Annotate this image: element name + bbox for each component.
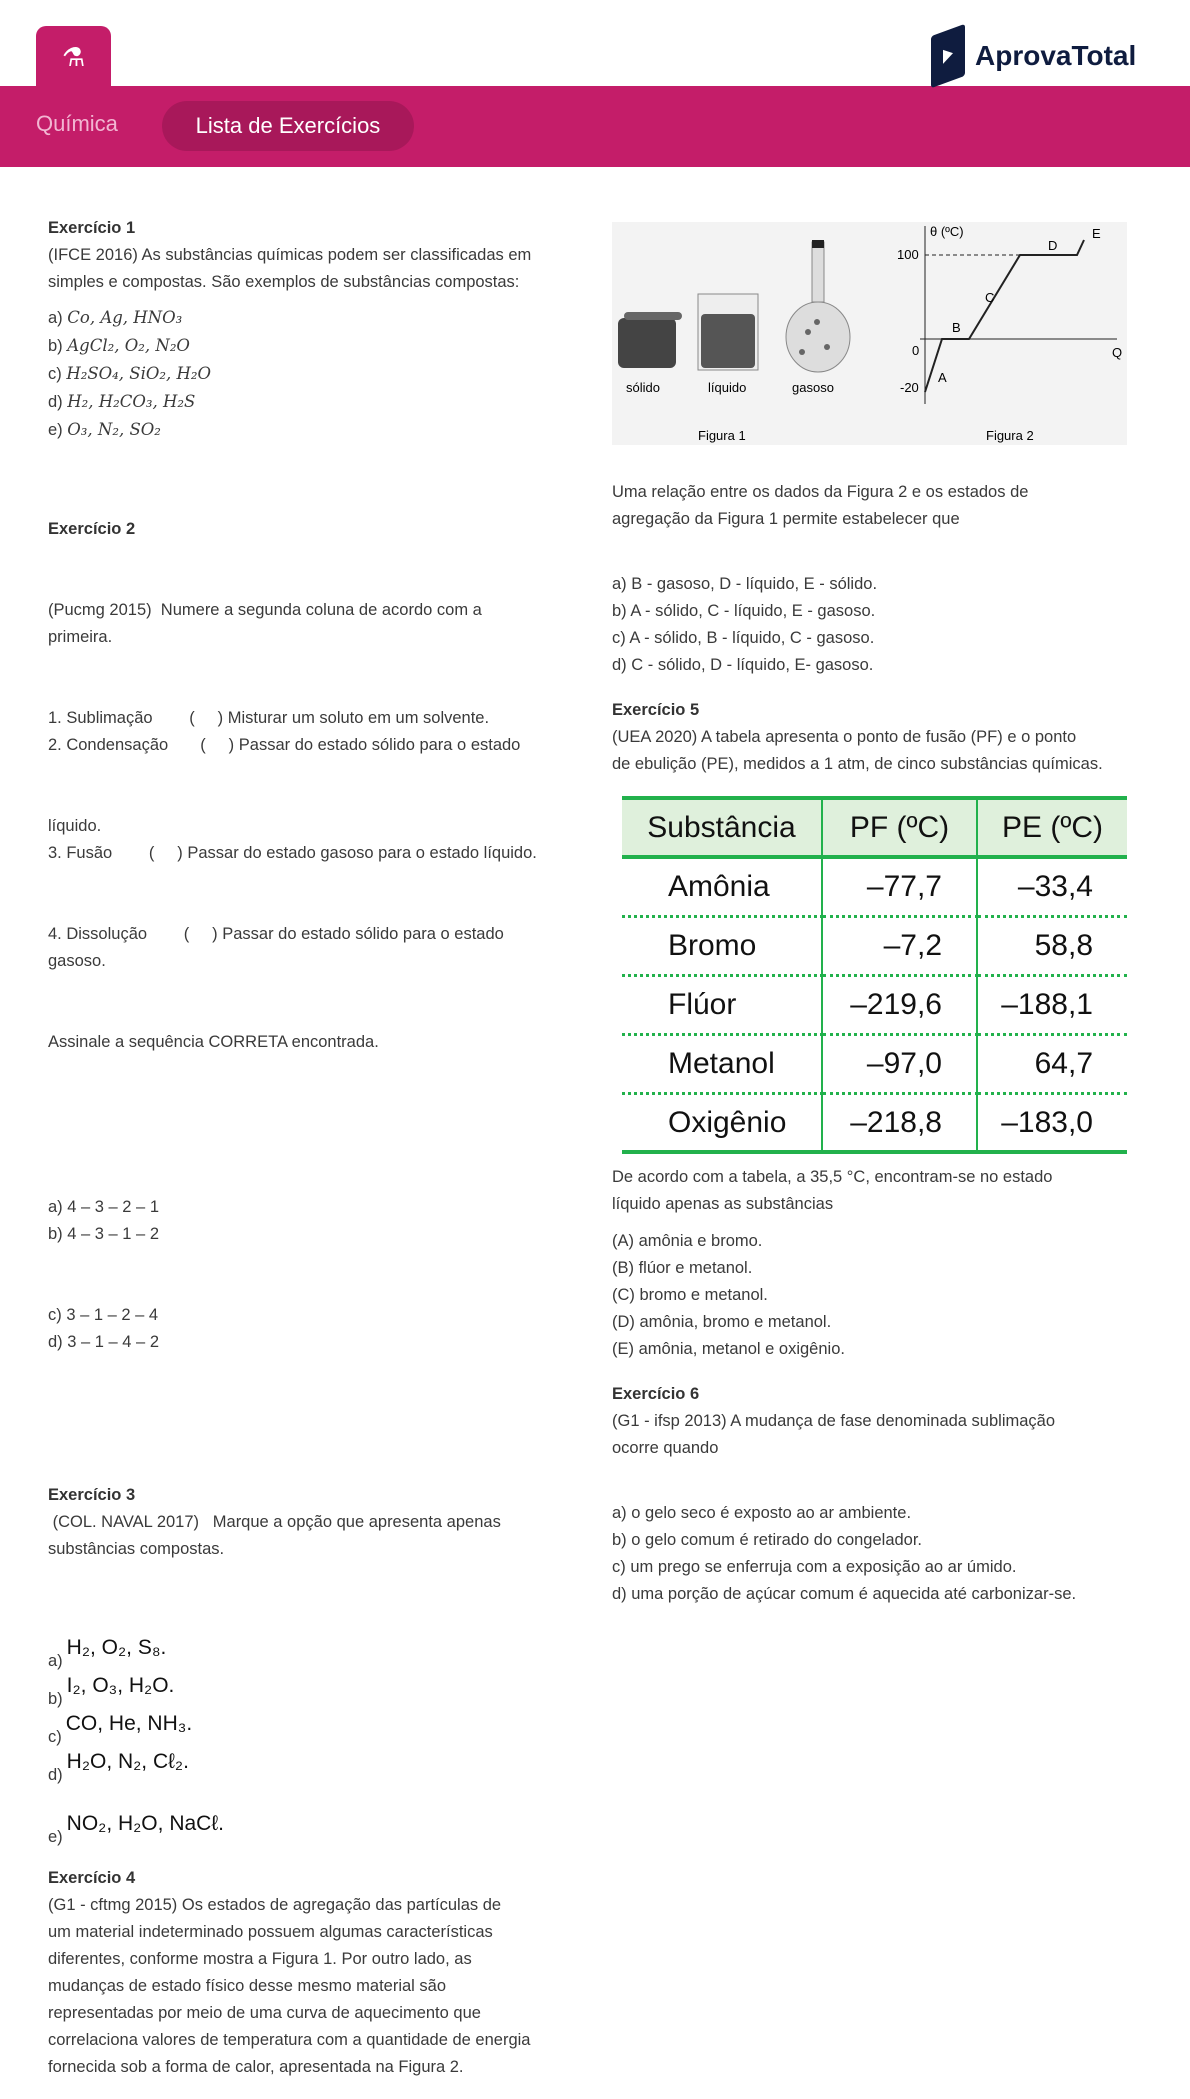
exercise-1 xyxy=(48,215,598,444)
text: b) xyxy=(48,337,63,355)
text-line: de ebulição (PE), medidos a 1 atm, de cinco substâncias químicas. xyxy=(612,755,1103,773)
exercise-4-question xyxy=(612,479,1172,679)
option: (B) flúor e metanol. xyxy=(612,1259,753,1277)
text: –188,1 xyxy=(977,975,1127,1034)
option xyxy=(48,388,598,416)
text-line: simples e compostas. São exemplos de substâncias compostas: xyxy=(48,273,520,291)
table-row xyxy=(622,1093,1127,1152)
flask-icon: ⚗ xyxy=(61,41,86,72)
exercise-5 xyxy=(612,697,1172,778)
option: a) 4 – 3 – 2 – 1 xyxy=(48,1198,159,1216)
text: c) xyxy=(48,1728,62,1746)
column-header: Substância xyxy=(622,798,822,857)
table-row xyxy=(622,857,1127,916)
option: b) A - sólido, C - líquido, E - gasoso. xyxy=(612,602,876,620)
option: d) uma porção de açúcar comum é aquecida até carbonizar-se. xyxy=(612,1585,1077,1603)
solid-cube-icon xyxy=(618,312,682,368)
exercise-3 xyxy=(48,1482,598,1847)
heating-curve xyxy=(920,226,1117,404)
point-e: E xyxy=(1092,226,1101,241)
text: –7,2 xyxy=(822,916,977,975)
option: c) 3 – 1 – 2 – 4 xyxy=(48,1306,159,1324)
figure2-caption: Figura 2 xyxy=(986,428,1034,443)
option: (C) bromo e metanol. xyxy=(612,1286,768,1304)
point-c: C xyxy=(985,290,995,305)
point-b: B xyxy=(952,320,961,335)
option xyxy=(48,1747,598,1785)
option: b) o gelo comum é retirado do congelador. xyxy=(612,1531,923,1549)
subject-label[interactable]: Química xyxy=(36,111,118,136)
text-line: 1. Sublimação ( ) Misturar um soluto em um solvente. xyxy=(48,709,490,727)
text-line: líquido. xyxy=(48,817,102,835)
text-line: fornecida sob a forma de calor, apresentada na Figura 2. xyxy=(48,2058,464,2076)
text: H₂, O₂, S₈. xyxy=(66,1636,167,1659)
text: b) xyxy=(48,1690,63,1708)
exercise-title: Exercício 2 xyxy=(48,520,136,538)
text: e) xyxy=(48,421,63,439)
text: H₂, H₂CO₃, H₂S xyxy=(67,392,196,411)
column-header: PE (ºC) xyxy=(977,798,1127,857)
exercise-5-question xyxy=(612,1164,1172,1363)
exercise-title: Exercício 3 xyxy=(48,1486,136,1504)
option: a) B - gasoso, D - líquido, E - sólido. xyxy=(612,575,878,593)
section-pill[interactable]: Lista de Exercícios xyxy=(162,101,414,151)
text-line: mudanças de estado físico desse mesmo material são xyxy=(48,1977,447,1995)
option: d) C - sólido, D - líquido, E- gasoso. xyxy=(612,656,874,674)
text: H₂SO₄, SiO₂, H₂O xyxy=(66,364,212,383)
text-line: 4. Dissolução ( ) Passar do estado sólido para o estado xyxy=(48,925,504,943)
text-line: (G1 - ifsp 2013) A mudança de fase denominada sublimação xyxy=(612,1412,1056,1430)
text-line: primeira. xyxy=(48,628,113,646)
left-column xyxy=(48,215,598,2099)
text-line: diferentes, conforme mostra a Figura 1. Por outro lado, as xyxy=(48,1950,472,1968)
option: d) 3 – 1 – 4 – 2 xyxy=(48,1333,159,1351)
text-line: correlaciona valores de temperatura com a quantidade de energia xyxy=(48,2031,531,2049)
text: Flúor xyxy=(622,975,822,1034)
table-row xyxy=(622,1034,1127,1093)
text-line: agregação da Figura 1 permite estabelecer que xyxy=(612,510,960,528)
text-line: (COL. NAVAL 2017) Marque a opção que apresenta apenas xyxy=(48,1513,501,1531)
table-row xyxy=(622,916,1127,975)
book-icon xyxy=(931,24,965,88)
text-line: (UEA 2020) A tabela apresenta o ponto de fusão (PF) e o ponto xyxy=(612,728,1077,746)
text-line: Assinale a sequência CORRETA encontrada. xyxy=(48,1033,379,1051)
tick-minus20: -20 xyxy=(900,380,919,395)
beaker-icon xyxy=(698,294,758,370)
text: d) xyxy=(48,1766,63,1784)
option xyxy=(48,1671,598,1709)
text-line: ocorre quando xyxy=(612,1439,719,1457)
text-line: gasoso. xyxy=(48,952,106,970)
table-header xyxy=(622,798,1127,857)
text: –219,6 xyxy=(822,975,977,1034)
option xyxy=(48,332,598,360)
option: a) o gelo seco é exposto ao ar ambiente. xyxy=(612,1504,912,1522)
text: –183,0 xyxy=(977,1093,1127,1152)
text-line: Uma relação entre os dados da Figura 2 e os estados de xyxy=(612,483,1029,501)
brand-logo xyxy=(931,30,1136,82)
tick-0: 0 xyxy=(912,343,920,358)
text: O₃, N₂, SO₂ xyxy=(67,420,161,439)
text: Co, Ag, HNO₃ xyxy=(67,308,183,327)
text: c) xyxy=(48,365,62,383)
text-line: De acordo com a tabela, a 35,5 °C, encontram-se no estado xyxy=(612,1168,1053,1186)
text: –218,8 xyxy=(822,1093,977,1152)
option xyxy=(48,1633,598,1671)
brand-name: AprovaTotal xyxy=(975,40,1137,71)
option: c) um prego se enferruja com a exposição ao ar úmido. xyxy=(612,1558,1017,1576)
exercise-title: Exercício 5 xyxy=(612,701,700,719)
option xyxy=(48,1709,598,1747)
label-gas: gasoso xyxy=(792,380,834,395)
text: AgCl₂, O₂, N₂O xyxy=(67,336,190,355)
exercise-2 xyxy=(48,462,598,1464)
text: Bromo xyxy=(622,916,822,975)
text: a) xyxy=(48,309,63,327)
text-line: (Pucmg 2015) Numere a segunda coluna de acordo com a xyxy=(48,601,482,619)
column-header: PF (ºC) xyxy=(822,798,977,857)
exercise-title: Exercício 1 xyxy=(48,219,136,237)
text-line: substâncias compostas. xyxy=(48,1540,225,1558)
figures-svg xyxy=(612,222,1127,445)
text: Oxigênio xyxy=(622,1093,822,1152)
text: d) xyxy=(48,393,63,411)
text: 64,7 xyxy=(977,1034,1127,1093)
x-axis-label: Q xyxy=(1112,345,1123,360)
figure1-caption: Figura 1 xyxy=(698,428,746,443)
text: I₂, O₃, H₂O. xyxy=(66,1674,175,1697)
point-a: A xyxy=(938,370,947,385)
text: H₂O, N₂, Cℓ₂. xyxy=(66,1750,189,1773)
option xyxy=(48,1809,598,1847)
text: NO₂, H₂O, NaCℓ. xyxy=(66,1812,224,1835)
point-d: D xyxy=(1048,238,1058,253)
option: (A) amônia e bromo. xyxy=(612,1232,763,1250)
text-line: representadas por meio de uma curva de aquecimento que xyxy=(48,2004,481,2022)
data-table xyxy=(622,796,1127,1154)
text: e) xyxy=(48,1828,63,1846)
text: Metanol xyxy=(622,1034,822,1093)
subject-tab[interactable] xyxy=(36,26,111,88)
text-line: líquido apenas as substâncias xyxy=(612,1195,834,1213)
text: Amônia xyxy=(622,857,822,916)
table-row xyxy=(622,975,1127,1034)
text: CO, He, NH₃. xyxy=(65,1712,193,1735)
text-line: 2. Condensação ( ) Passar do estado sólido para o estado xyxy=(48,736,521,754)
text: –97,0 xyxy=(822,1034,977,1093)
text: –77,7 xyxy=(822,857,977,916)
option: b) 4 – 3 – 1 – 2 xyxy=(48,1225,159,1243)
option: (D) amônia, bromo e metanol. xyxy=(612,1313,832,1331)
figures-image xyxy=(612,222,1127,445)
text-line: (IFCE 2016) As substâncias químicas podem ser classificadas em xyxy=(48,246,532,264)
exercise-title: Exercício 4 xyxy=(48,1869,136,1887)
y-axis-label: θ (ºC) xyxy=(930,224,964,239)
text: a) xyxy=(48,1652,63,1670)
text-line: (G1 - cftmg 2015) Os estados de agregação das partículas de xyxy=(48,1896,502,1914)
exercise-6 xyxy=(612,1381,1172,1608)
option xyxy=(48,360,598,388)
right-column xyxy=(612,222,1172,1626)
option xyxy=(48,304,598,332)
text: –33,4 xyxy=(977,857,1127,916)
label-liquid: líquido xyxy=(708,380,747,395)
exercise-title: Exercício 6 xyxy=(612,1385,700,1403)
exercise-4 xyxy=(48,1865,598,2081)
option xyxy=(48,416,598,444)
option: c) A - sólido, B - líquido, C - gasoso. xyxy=(612,629,875,647)
text-line: um material indeterminado possuem algumas características xyxy=(48,1923,493,1941)
flask-gas-icon xyxy=(786,240,850,372)
option: (E) amônia, metanol e oxigênio. xyxy=(612,1340,845,1358)
label-solid: sólido xyxy=(626,380,660,395)
text-line: 3. Fusão ( ) Passar do estado gasoso para o estado líquido. xyxy=(48,844,537,862)
tick-100: 100 xyxy=(897,247,919,262)
text: 58,8 xyxy=(977,916,1127,975)
